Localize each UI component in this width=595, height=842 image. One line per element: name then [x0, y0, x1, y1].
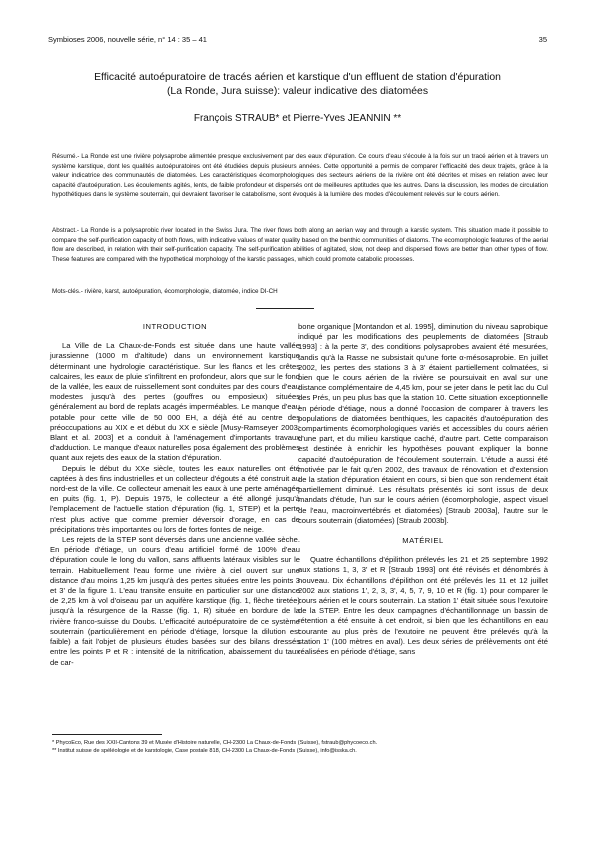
footnote-author-2: ** Institut suisse de spéléologie et de karstologie, Case postale 818, CH-2300 La Chaux-de-Fonds (Suisse), info@isska.ch. [52, 748, 357, 754]
section-separator [256, 308, 314, 309]
resume-paragraph: Résumé.- La Ronde est une rivière polysaprobe alimentée presque exclusivement par des eaux d'épuration. Ce cours d'eau s'écoule à la fois sur un tracé aérien et à travers un système karstique, dont les qualités autoépuratoires ont été étudiées depuis plusieurs années. Cette opportunité a permis de comparer l'efficacité des deux trajets, grâce à la valeur indicatrice des communautés de diatomées. Les caractéristiques écomorphologiques des secteurs aériens de la rivière ont été décrites et mises en relation avec leur capacité d'autoépuration. Les écoulements agités, lents, de faible profondeur et dispersés ont de meilleures aptitudes que les autres. Dans la discussion, les modes de circulation hypothétiques dans le système souterrain, qui devraient favoriser le catabolisme, sont évoqués à la lumière des modes d'écoulement relevés sur le cours aérien. [52, 153, 548, 199]
introduction-heading: INTRODUCTION [142, 322, 208, 331]
intro-paragraph-1: La Ville de La Chaux-de-Fonds est située dans une haute vallée jurassienne (1000 m d'altitude) dans un environnement karstique déterminant une hydrologie caractéristique. Sur les flancs et les crêtes calcaires, les eaux de pluie s'infiltrent en profondeur, alors que sur le fond de la vallée, les eaux de ruissellement sont conduites par des cours d'eau modestes jusqu'à des pertes (gouffres ou emposieux) situées généralement au bord de replats acagés imperméables. Le manque d'eau potable pour cette ville de 50 000 EH, a déjà été au centre des préoccupations au XIX e et début du XX e siècle [Musy-Ramseyer 2003; Blant et al. 2003] et a conduit à l'aménagement d'importants travaux d'adduction. Le manque d'eaux naturelles posa également des problèmes quant aux rejets des eaux de la station d'épuration. [50, 341, 300, 463]
journal-header: Symbioses 2006, nouvelle série, n° 14 : 35 – 41 [48, 35, 207, 44]
title-line-2: (La Ronde, Jura suisse): valeur indicative des diatomées [166, 86, 429, 97]
materiel-paragraph: Quatre échantillons d'épilithon prélevés les 21 et 25 septembre 1992 aux stations 1, 3, 3' et R [Straub 1993] ont été révisés et dénombrés à nouveau. Dix échantillons d'épilithon ont été prélevés les 11 et 12 juillet 2002 aux stations 1', 2, 3, 3', 4, 5, 7, 9, 10 et R (fig. 1) pour comparer le cours aérien et le cours souterrain. La station 1' était située sous l'exutoire de la STEP. Entre les deux campagnes d'échantillonnage un bassin de rétention a été ensuite à cet endroit, si bien que les échantillons en eau courante au plus près de l'exutoire ne peuvent être prélevés qu'à la station 1' (100 mètres en aval). Les deux séries de prélèvements ont été réalisées en période d'étiage, sans [298, 555, 548, 657]
abstract-paragraph: Abstract.- La Ronde is a polysaprobic river located in the Swiss Jura. The river flows both along an aerian way and through a karstic system. This situation made it possible to compare the self-purification capacity of both flows, with indicative values of water quality based on the benthic communities of diatoms. The ecomorphologic features of the aerial flow are described, in relation with their self-purification capacity. The self-purification abilities of agitated, slow, not deep and dispersed flows are better than other types of flow. These features are compared with the hypothetical morphology of the karstic passages, which could promote catabolic processes. [52, 227, 548, 263]
materiel-heading: MATÉRIEL [402, 536, 444, 546]
right-column [298, 322, 548, 657]
authors: François STRAUB* et Pierre-Yves JEANNIN ** [193, 113, 402, 124]
footnote-rule [52, 734, 162, 735]
footnote-author-1: * PhycoEco, Rue des XXII-Cantons 39 et Musée d'Histoire naturelle, CH-2300 La Chaux-de-Fonds (Suisse), fstraub@phycoeco.ch. [52, 740, 378, 746]
intro-paragraph-3: Les rejets de la STEP sont déversés dans une ancienne vallée sèche. En période d'étiage, un cours d'eau artificiel formé de 100% d'eau d'épuration coule le long du vallon, sans affluents latéraux visibles sur le terrain. Habituellement l'eau forme une rivière à ciel ouvert sur une distance d'au moins 1,25 km jusqu'à des pertes situées entre les points 3 et 3' de la figure 1. L'eau transite ensuite en particulier sur une distance de 2,25 km à vol d'oiseau par un aquifère karstique (fig. 1, flèche tiretée) jusqu'à la résurgence de la Rasse (fig. 1, R) située en bordure de la rivière franco-suisse du Doubs. L'efficacité autoépuratoire de ce système souterrain (particulièrement en période d'étiage, lorsque la dilution est faible) a fait l'objet de plusieurs études basées sur des bilans dressés entre les points P et R : intensité de la nitrification, abaissement du taux de car- [50, 535, 300, 667]
left-column [50, 322, 300, 668]
keywords-line: Mots-clés.- rivière, karst, autoépuration, écomorphologie, diatomée, indice DI-CH [52, 288, 278, 295]
intro-continuation-paragraph: bone organique [Montandon et al. 1995], diminution du niveau saprobique indiqué par les modifications des peuplements de diatomées [Straub 1993] : à la perte 3', des conditions polysaprobes avaient été mesurées, tandis qu'à la Rasse ne subsistait qu'une forte α-mésosaprobie. En juillet 2002, les pertes des stations 3 à 3' étaient partiellement colmatées, si bien que le cours aérien de la rivière se poursuivait en aval sur une distance complémentaire de 4,45 km, pour se jeter dans le petit lac du Cul des Prés, un peu plus bas que la station 10. Cette situation exceptionnelle en période d'étiage, nous a donné l'occasion de comparer à travers les populations de diatomées benthiques, les capacités d'autoépuration des compartiments écomorphologiques variés et accessibles du cours aérien d'une part, et du milieu karstique caché, d'autre part. Cette comparaison est destinée à enrichir les hypothèses pouvant expliquer la bonne capacité d'autoépuration de l'écoulement souterrain. L'étude a aussi été motivée par le fait qu'en 2002, des travaux de rénovation et d'extension de la station d'épuration étaient en cours, si bien que son rendement était partiellement diminué. Les résultats présentés ici sont issus de deux mandats d'étude, l'un sur le cours aérien (écomorphologie, aspect visuel de l'eau, macroinvertébrés et diatomées) [Straub 2003a], l'autre sur le cours souterrain (diatomées) [Straub 2003b]. [298, 322, 548, 525]
title-line-1: Efficacité autoépuratoire de tracés aérien et karstique d'un effluent de station d'épuration [94, 72, 501, 83]
article-title [40, 71, 555, 99]
intro-paragraph-2: Depuis le début du XXe siècle, toutes les eaux naturelles ont été captées à des fins industrielles et un collecteur d'égouts a été construit au nord-est de la ville. Ce collecteur amenait les eaux à une perte aménagée en puits (fig. 1, P). Depuis 1975, le collecteur a été allongé jusqu'à l'emplacement de l'actuelle station d'épuration (fig. 1, STEP) et la perte n'est plus active que comme premier déversoir d'orage, en cas de précipitations très importantes ou lors de fortes fontes de neige. [50, 463, 300, 534]
page-number: 35 [538, 35, 547, 44]
